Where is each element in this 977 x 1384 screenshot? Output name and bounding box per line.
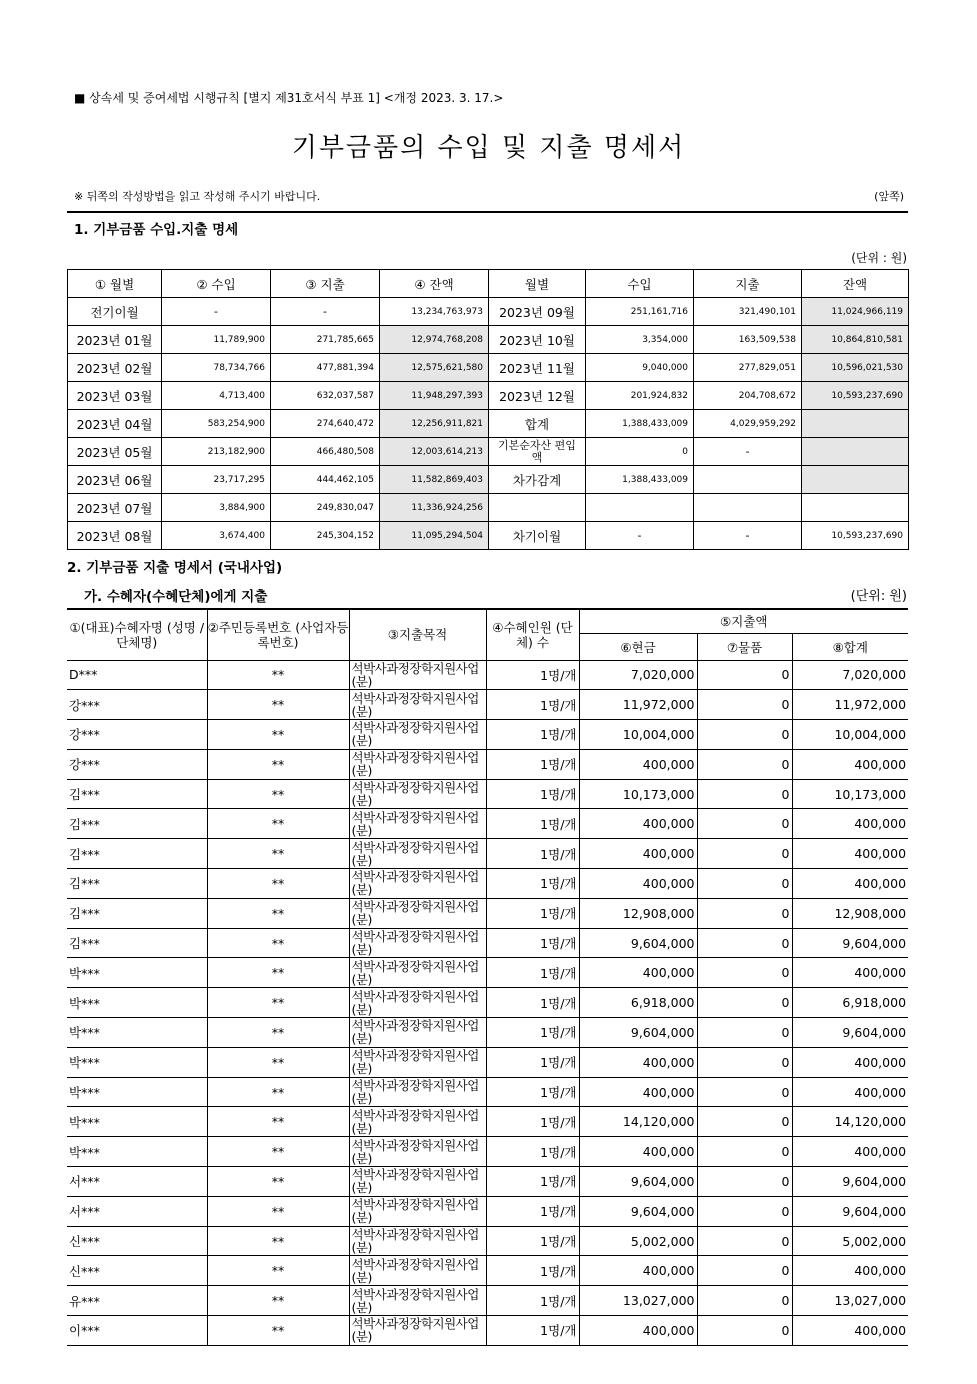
- registration-number: **: [207, 958, 349, 988]
- cash-amount: 400,000: [579, 958, 697, 988]
- beneficiary-count: 1명/개: [486, 1137, 579, 1167]
- registration-number: **: [207, 1226, 349, 1256]
- registration-number: **: [207, 749, 349, 779]
- summary-cell: 4,713,400: [162, 382, 271, 410]
- summary-cell: 2023년 07월: [68, 494, 162, 522]
- summary-cell: 11,336,924,256: [380, 494, 489, 522]
- goods-amount: 0: [697, 1316, 792, 1346]
- document-title: 기부금품의 수입 및 지출 명세서: [291, 133, 686, 163]
- section2-unit: (단위: 원): [850, 589, 907, 604]
- summary-cell: 163,509,538: [694, 326, 802, 354]
- goods-amount: 0: [697, 1196, 792, 1226]
- summary-cell: 9,040,000: [586, 354, 694, 382]
- table-row: [67, 958, 908, 988]
- summary-col-header: 잔액: [802, 270, 909, 298]
- summary-col-header: ① 월별: [68, 270, 162, 298]
- total-amount: 400,000: [792, 1137, 908, 1167]
- beneficiary-name: 박***: [67, 1018, 207, 1048]
- registration-number: **: [207, 1047, 349, 1077]
- beneficiary-name: 신***: [67, 1256, 207, 1286]
- col-header-id: ②주민등록번호 (사업자등록번호): [207, 609, 349, 660]
- table-row: [67, 988, 908, 1018]
- registration-number: **: [207, 1167, 349, 1197]
- beneficiary-name: 김***: [67, 809, 207, 839]
- total-amount: 9,604,000: [792, 928, 908, 958]
- table-row: [67, 660, 908, 690]
- summary-cell: 12,575,621,580: [380, 354, 489, 382]
- beneficiary-count: 1명/개: [486, 1226, 579, 1256]
- total-amount: 10,004,000: [792, 720, 908, 750]
- expense-purpose: 석박사과정장학지원사업(분): [349, 720, 486, 750]
- beneficiary-name: 강***: [67, 749, 207, 779]
- registration-number: **: [207, 1286, 349, 1316]
- summary-row: [68, 326, 909, 354]
- summary-cell: [694, 494, 802, 522]
- total-amount: 9,604,000: [792, 1167, 908, 1197]
- registration-number: **: [207, 809, 349, 839]
- goods-amount: 0: [697, 1286, 792, 1316]
- total-amount: 400,000: [792, 749, 908, 779]
- summary-col-header: ④ 잔액: [380, 270, 489, 298]
- expense-purpose: 석박사과정장학지원사업(분): [349, 779, 486, 809]
- goods-amount: 0: [697, 779, 792, 809]
- table-row: [67, 1077, 908, 1107]
- cash-amount: 9,604,000: [579, 1196, 697, 1226]
- expense-purpose: 석박사과정장학지원사업(분): [349, 749, 486, 779]
- summary-cell: 444,462,105: [271, 466, 380, 494]
- cash-amount: 400,000: [579, 1137, 697, 1167]
- cash-amount: 9,604,000: [579, 1018, 697, 1048]
- summary-cell: -: [694, 438, 802, 466]
- expense-purpose: 석박사과정장학지원사업(분): [349, 1256, 486, 1286]
- cash-amount: 400,000: [579, 749, 697, 779]
- cash-amount: 400,000: [579, 1256, 697, 1286]
- summary-cell: 2023년 04월: [68, 410, 162, 438]
- goods-amount: 0: [697, 958, 792, 988]
- expense-purpose: 석박사과정장학지원사업(분): [349, 1226, 486, 1256]
- registration-number: **: [207, 720, 349, 750]
- summary-cell: 23,717,295: [162, 466, 271, 494]
- summary-cell: 4,029,959,292: [694, 410, 802, 438]
- summary-cell: [586, 494, 694, 522]
- summary-cell: 583,254,900: [162, 410, 271, 438]
- summary-cell: 차기이월: [489, 522, 586, 550]
- total-amount: 400,000: [792, 839, 908, 869]
- summary-cell: 기본순자산 편입액: [489, 438, 586, 466]
- beneficiary-count: 1명/개: [486, 1286, 579, 1316]
- summary-row: [68, 494, 909, 522]
- summary-cell: 2023년 12월: [489, 382, 586, 410]
- summary-row: [68, 522, 909, 550]
- beneficiary-count: 1명/개: [486, 869, 579, 899]
- expense-purpose: 석박사과정장학지원사업(분): [349, 1047, 486, 1077]
- goods-amount: 0: [697, 1167, 792, 1197]
- expense-purpose: 석박사과정장학지원사업(분): [349, 928, 486, 958]
- expense-purpose: 석박사과정장학지원사업(분): [349, 1167, 486, 1197]
- beneficiary-count: 1명/개: [486, 839, 579, 869]
- beneficiary-count: 1명/개: [486, 749, 579, 779]
- registration-number: **: [207, 1256, 349, 1286]
- table-row: [67, 1137, 908, 1167]
- beneficiary-count: 1명/개: [486, 809, 579, 839]
- summary-cell: [802, 438, 909, 466]
- table-row: [67, 1047, 908, 1077]
- beneficiary-name: 박***: [67, 958, 207, 988]
- summary-col-header: ② 수입: [162, 270, 271, 298]
- summary-cell: 11,582,869,403: [380, 466, 489, 494]
- summary-cell: 2023년 09월: [489, 298, 586, 326]
- summary-cell: [489, 494, 586, 522]
- beneficiary-count: 1명/개: [486, 1018, 579, 1048]
- total-amount: 7,020,000: [792, 660, 908, 690]
- table-row: [67, 1256, 908, 1286]
- expense-purpose: 석박사과정장학지원사업(분): [349, 869, 486, 899]
- summary-row: [68, 298, 909, 326]
- beneficiary-count: 1명/개: [486, 1316, 579, 1346]
- goods-amount: 0: [697, 1256, 792, 1286]
- total-amount: 400,000: [792, 1077, 908, 1107]
- monthly-summary-table: [67, 269, 909, 550]
- cash-amount: 400,000: [579, 1077, 697, 1107]
- beneficiary-count: 1명/개: [486, 660, 579, 690]
- goods-amount: 0: [697, 869, 792, 899]
- expense-purpose: 석박사과정장학지원사업(분): [349, 1107, 486, 1137]
- col-header-total: ⑧합계: [792, 633, 908, 660]
- registration-number: **: [207, 1107, 349, 1137]
- summary-row: [68, 438, 909, 466]
- beneficiary-name: 김***: [67, 779, 207, 809]
- summary-cell: 251,161,716: [586, 298, 694, 326]
- summary-cell: 3,674,400: [162, 522, 271, 550]
- law-reference: ■ 상속세 및 증여세법 시행규칙 [별지 제31호서식 부표 1] <개정 2023. 3. 17.>: [74, 91, 504, 105]
- total-amount: 9,604,000: [792, 1196, 908, 1226]
- summary-cell: 10,593,237,690: [802, 382, 909, 410]
- summary-cell: 249,830,047: [271, 494, 380, 522]
- total-amount: 400,000: [792, 809, 908, 839]
- summary-col-header: 월별: [489, 270, 586, 298]
- cash-amount: 6,918,000: [579, 988, 697, 1018]
- summary-cell: 12,974,768,208: [380, 326, 489, 354]
- beneficiary-count: 1명/개: [486, 1256, 579, 1286]
- table-row: [67, 1107, 908, 1137]
- registration-number: **: [207, 1137, 349, 1167]
- summary-cell: 245,304,152: [271, 522, 380, 550]
- total-amount: 400,000: [792, 1316, 908, 1346]
- goods-amount: 0: [697, 1137, 792, 1167]
- beneficiary-name: 서***: [67, 1196, 207, 1226]
- col-header-count: ④수혜인원 (단체) 수: [486, 609, 579, 660]
- table-row: [67, 839, 908, 869]
- expense-purpose: 석박사과정장학지원사업(분): [349, 1316, 486, 1346]
- section1-unit: (단위 : 원): [851, 251, 907, 265]
- total-amount: 12,908,000: [792, 898, 908, 928]
- summary-col-header: ③ 지출: [271, 270, 380, 298]
- summary-row: [68, 382, 909, 410]
- summary-cell: 13,234,763,973: [380, 298, 489, 326]
- summary-cell: 12,003,614,213: [380, 438, 489, 466]
- table-row: [67, 779, 908, 809]
- beneficiary-count: 1명/개: [486, 1107, 579, 1137]
- total-amount: 400,000: [792, 869, 908, 899]
- cash-amount: 14,120,000: [579, 1107, 697, 1137]
- beneficiary-count: 1명/개: [486, 988, 579, 1018]
- summary-cell: 2023년 11월: [489, 354, 586, 382]
- goods-amount: 0: [697, 660, 792, 690]
- total-amount: 14,120,000: [792, 1107, 908, 1137]
- beneficiary-count: 1명/개: [486, 1196, 579, 1226]
- table-row: [67, 720, 908, 750]
- beneficiary-name: D***: [67, 660, 207, 690]
- beneficiary-name: 김***: [67, 839, 207, 869]
- summary-cell: 10,864,810,581: [802, 326, 909, 354]
- goods-amount: 0: [697, 720, 792, 750]
- summary-cell: 0: [586, 438, 694, 466]
- summary-cell: 합계: [489, 410, 586, 438]
- col-header-name: ①(대표)수혜자명 (성명 / 단체명): [67, 609, 207, 660]
- summary-row: [68, 410, 909, 438]
- beneficiary-count: 1명/개: [486, 1167, 579, 1197]
- expense-purpose: 석박사과정장학지원사업(분): [349, 809, 486, 839]
- beneficiary-name: 강***: [67, 690, 207, 720]
- registration-number: **: [207, 869, 349, 899]
- cash-amount: 11,972,000: [579, 690, 697, 720]
- goods-amount: 0: [697, 839, 792, 869]
- summary-cell: 10,593,237,690: [802, 522, 909, 550]
- cash-amount: 400,000: [579, 1047, 697, 1077]
- table-row: [67, 749, 908, 779]
- registration-number: **: [207, 928, 349, 958]
- col-header-cash: ⑥현금: [579, 633, 697, 660]
- expense-purpose: 석박사과정장학지원사업(분): [349, 1137, 486, 1167]
- summary-cell: 277,829,051: [694, 354, 802, 382]
- beneficiary-name: 유***: [67, 1286, 207, 1316]
- expense-purpose: 석박사과정장학지원사업(분): [349, 1196, 486, 1226]
- summary-col-header: 지출: [694, 270, 802, 298]
- col-header-goods: ⑦물품: [697, 633, 792, 660]
- summary-cell: 477,881,394: [271, 354, 380, 382]
- summary-cell: 466,480,508: [271, 438, 380, 466]
- summary-cell: 1,388,433,009: [586, 410, 694, 438]
- summary-cell: 632,037,587: [271, 382, 380, 410]
- beneficiary-name: 이***: [67, 1316, 207, 1346]
- summary-cell: 201,924,832: [586, 382, 694, 410]
- goods-amount: 0: [697, 1226, 792, 1256]
- registration-number: **: [207, 988, 349, 1018]
- beneficiary-name: 박***: [67, 1107, 207, 1137]
- registration-number: **: [207, 1196, 349, 1226]
- summary-cell: -: [162, 298, 271, 326]
- goods-amount: 0: [697, 1077, 792, 1107]
- summary-cell: 11,024,966,119: [802, 298, 909, 326]
- goods-amount: 0: [697, 1018, 792, 1048]
- summary-cell: 2023년 02월: [68, 354, 162, 382]
- total-amount: 400,000: [792, 1047, 908, 1077]
- goods-amount: 0: [697, 690, 792, 720]
- expense-purpose: 석박사과정장학지원사업(분): [349, 1286, 486, 1316]
- summary-cell: 3,354,000: [586, 326, 694, 354]
- beneficiary-count: 1명/개: [486, 958, 579, 988]
- section1-title: 1. 기부금품 수입.지출 명세: [74, 222, 239, 238]
- summary-cell: [802, 466, 909, 494]
- beneficiary-count: 1명/개: [486, 898, 579, 928]
- summary-row: [68, 354, 909, 382]
- summary-cell: 274,640,472: [271, 410, 380, 438]
- summary-cell: 11,095,294,504: [380, 522, 489, 550]
- goods-amount: 0: [697, 928, 792, 958]
- total-amount: 11,972,000: [792, 690, 908, 720]
- summary-cell: 2023년 05월: [68, 438, 162, 466]
- registration-number: **: [207, 779, 349, 809]
- cash-amount: 10,173,000: [579, 779, 697, 809]
- goods-amount: 0: [697, 749, 792, 779]
- total-amount: 400,000: [792, 1256, 908, 1286]
- summary-cell: 2023년 06월: [68, 466, 162, 494]
- cash-amount: 400,000: [579, 869, 697, 899]
- summary-cell: 12,256,911,821: [380, 410, 489, 438]
- beneficiary-name: 서***: [67, 1167, 207, 1197]
- beneficiary-count: 1명/개: [486, 928, 579, 958]
- summary-cell: [802, 494, 909, 522]
- table-row: [67, 898, 908, 928]
- total-amount: 10,173,000: [792, 779, 908, 809]
- summary-cell: 1,388,433,009: [586, 466, 694, 494]
- goods-amount: 0: [697, 1047, 792, 1077]
- cash-amount: 9,604,000: [579, 928, 697, 958]
- total-amount: 5,002,000: [792, 1226, 908, 1256]
- registration-number: **: [207, 1077, 349, 1107]
- cash-amount: 10,004,000: [579, 720, 697, 750]
- beneficiary-name: 신***: [67, 1226, 207, 1256]
- summary-header-row: [68, 270, 909, 298]
- cash-amount: 7,020,000: [579, 660, 697, 690]
- table-row: [67, 1316, 908, 1346]
- section2-title: 2. 기부금품 지출 명세서 (국내사업): [67, 560, 283, 576]
- total-amount: 6,918,000: [792, 988, 908, 1018]
- expense-purpose: 석박사과정장학지원사업(분): [349, 660, 486, 690]
- expense-purpose: 석박사과정장학지원사업(분): [349, 839, 486, 869]
- table-row: [67, 1167, 908, 1197]
- summary-cell: 2023년 10월: [489, 326, 586, 354]
- beneficiary-name: 박***: [67, 1137, 207, 1167]
- cash-amount: 9,604,000: [579, 1167, 697, 1197]
- summary-cell: 11,789,900: [162, 326, 271, 354]
- registration-number: **: [207, 1018, 349, 1048]
- summary-cell: 213,182,900: [162, 438, 271, 466]
- table-row: [67, 1226, 908, 1256]
- goods-amount: 0: [697, 809, 792, 839]
- cash-amount: 12,908,000: [579, 898, 697, 928]
- cash-amount: 400,000: [579, 839, 697, 869]
- summary-row: [68, 466, 909, 494]
- beneficiary-name: 김***: [67, 869, 207, 899]
- table-row: [67, 928, 908, 958]
- summary-cell: 10,596,021,530: [802, 354, 909, 382]
- table-row: [67, 1286, 908, 1316]
- summary-cell: -: [271, 298, 380, 326]
- goods-amount: 0: [697, 898, 792, 928]
- col-header-amount: ⑤지출액: [579, 609, 908, 633]
- beneficiary-name: 강***: [67, 720, 207, 750]
- expense-purpose: 석박사과정장학지원사업(분): [349, 1018, 486, 1048]
- title-divider: [67, 211, 908, 213]
- beneficiary-name: 김***: [67, 928, 207, 958]
- summary-col-header: 수입: [586, 270, 694, 298]
- expense-purpose: 석박사과정장학지원사업(분): [349, 958, 486, 988]
- summary-cell: 204,708,672: [694, 382, 802, 410]
- cash-amount: 5,002,000: [579, 1226, 697, 1256]
- beneficiary-name: 박***: [67, 988, 207, 1018]
- beneficiary-expense-table: [67, 608, 908, 1346]
- goods-amount: 0: [697, 988, 792, 1018]
- expense-purpose: 석박사과정장학지원사업(분): [349, 1077, 486, 1107]
- summary-cell: 78,734,766: [162, 354, 271, 382]
- table-row: [67, 869, 908, 899]
- expense-purpose: 석박사과정장학지원사업(분): [349, 898, 486, 928]
- summary-cell: -: [694, 522, 802, 550]
- table-row: [67, 1018, 908, 1048]
- registration-number: **: [207, 1316, 349, 1346]
- page-side-label: (앞쪽): [874, 190, 904, 203]
- guide-note: ※ 뒤쪽의 작성방법을 읽고 작성해 주시기 바랍니다.: [74, 190, 321, 203]
- beneficiary-name: 박***: [67, 1077, 207, 1107]
- summary-cell: 2023년 08월: [68, 522, 162, 550]
- summary-cell: 321,490,101: [694, 298, 802, 326]
- expense-purpose: 석박사과정장학지원사업(분): [349, 988, 486, 1018]
- summary-cell: 전기이월: [68, 298, 162, 326]
- col-header-purpose: ③지출목적: [349, 609, 486, 660]
- beneficiary-count: 1명/개: [486, 690, 579, 720]
- registration-number: **: [207, 660, 349, 690]
- beneficiary-name: 박***: [67, 1047, 207, 1077]
- summary-cell: [802, 410, 909, 438]
- total-amount: 9,604,000: [792, 1018, 908, 1048]
- table-row: [67, 690, 908, 720]
- registration-number: **: [207, 839, 349, 869]
- total-amount: 400,000: [792, 958, 908, 988]
- summary-cell: -: [586, 522, 694, 550]
- expense-purpose: 석박사과정장학지원사업(분): [349, 690, 486, 720]
- beneficiary-count: 1명/개: [486, 1047, 579, 1077]
- summary-cell: 3,884,900: [162, 494, 271, 522]
- table-header-row: [67, 609, 908, 633]
- summary-cell: 2023년 03월: [68, 382, 162, 410]
- beneficiary-count: 1명/개: [486, 1077, 579, 1107]
- table-row: [67, 1196, 908, 1226]
- cash-amount: 13,027,000: [579, 1286, 697, 1316]
- summary-cell: 11,948,297,393: [380, 382, 489, 410]
- registration-number: **: [207, 898, 349, 928]
- beneficiary-count: 1명/개: [486, 779, 579, 809]
- summary-cell: [694, 466, 802, 494]
- total-amount: 13,027,000: [792, 1286, 908, 1316]
- beneficiary-count: 1명/개: [486, 720, 579, 750]
- cash-amount: 400,000: [579, 1316, 697, 1346]
- summary-cell: 271,785,665: [271, 326, 380, 354]
- registration-number: **: [207, 690, 349, 720]
- table-row: [67, 809, 908, 839]
- cash-amount: 400,000: [579, 809, 697, 839]
- summary-cell: 2023년 01월: [68, 326, 162, 354]
- section2-subtitle: 가. 수혜자(수혜단체)에게 지출: [84, 589, 268, 605]
- goods-amount: 0: [697, 1107, 792, 1137]
- summary-cell: 차가감계: [489, 466, 586, 494]
- beneficiary-name: 김***: [67, 898, 207, 928]
